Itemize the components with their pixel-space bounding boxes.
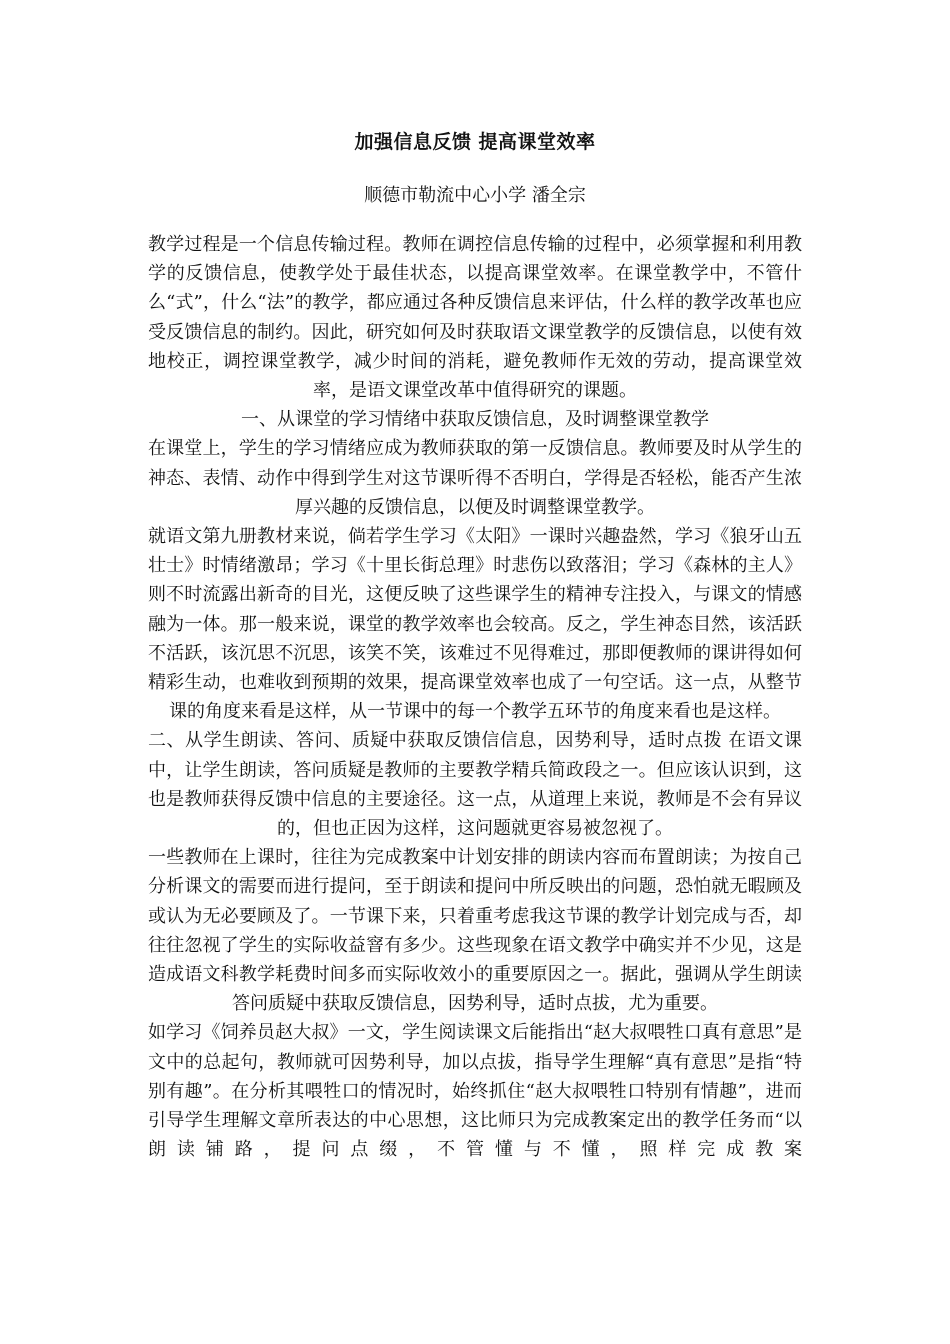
paragraph-section-2-c: 如学习《饲养员赵大叔》一文，学生阅读课文后能指出“赵大叔喂牲口真有意思”是文中的总起句，教师就可因势利导，加以点拔，指导学生理解“真有意思”是指“特别有趣”。在分析其喂牲口的情况时，始终抓住“赵大叔喂牲口特别有情趣”，进而引导学生理解文章所表达的中心思想，这比师只为完成教案定出的教学任务而“以朗读铺路，提问点缀，不管懂与不懂，照样完成教案 — [148, 1022, 802, 1161]
document-page — [148, 128, 802, 1165]
paragraph-section-1-b: 就语文第九册教材来说，倘若学生学习《太阳》一课时兴趣盎然，学习《狼牙山五壮士》时情绪激昂；学习《十里长街总理》时悲伤以致落泪；学习《森林的主人》则不时流露出新奇的目光，这便反映了这些课学生的精神专注投入，与课文的情感融为一体。那一般来说，课堂的教学效率也会较高。反之，学生神态目然，该活跃不活跃，该沉思不沉思，该笑不笑，该难过不见得难过，那即便教师的课讲得如何精彩生动，也难收到预期的效果，提高课堂效率也成了一句空话。这一点，从整节课的角度来看是这样，从一节课中的每一个教学五环节的角度来看也是这样。 — [148, 526, 802, 723]
document-author: 顺德市勒流中心小学 潘全宗 — [364, 185, 586, 206]
paragraph-intro: 教学过程是一个信息传输过程。教师在调控信息传输的过程中，必须掌握和利用教学的反馈信息，使教学处于最佳状态，以提高课堂效率。在课堂教学中，不管什么“式”，什么“法”的教学，都应通过各种反馈信息来评估，什么样的教学改革也应受反馈信息的制约。因此，研究如何及时获取语文课堂教学的反馈信息，以使有效地校正，调控课堂教学，减少时间的消耗，避免教师作无效的劳动，提高课堂效率，是语文课堂改革中值得研究的课题。 — [148, 234, 802, 402]
paragraph-section-2-a: 二、从学生朗读、答问、质疑中获取反馈信信息，因势利导，适时点拨 在语文课中，让学生朗读，答问质疑是教师的主要教学精兵简政段之一。但应该认识到，这也是教师获得反馈中信息的主要途径。这一点，从道理上来说，教师是不会有异议的，但也正因为这样，这问题就更容易被忽视了。 — [148, 730, 802, 840]
document-title: 加强信息反馈 提高课堂效率 — [354, 131, 596, 153]
paragraph-section-2-b: 一些教师在上课时，往往为完成教案中计划安排的朗读内容而布置朗读；为按自己分析课文的需要而进行提问，至于朗读和提问中所反映出的问题，恐怕就无暇顾及或认为无必要顾及了。一节课下来，只着重考虑我这节课的教学计划完成与否，却往往忽视了学生的实际收益窨有多少。这些现象在语文教学中确实并不少见，这是造成语文科教学耗费时间多而实际收效小的重要原因之一。据此，强调从学生朗读答问质疑中获取反馈信息，因势利导，适时点拔，尤为重要。 — [148, 847, 802, 1015]
section-heading-1: 一、从课堂的学习情绪中获取反馈信息，及时调整课堂教学 — [241, 409, 709, 431]
paragraph-section-1-a: 在课堂上，学生的学习情绪应成为教师获取的第一反馈信息。教师要及时从学生的神态、表情、动作中得到学生对这节课听得不否明白，学得是否轻松，能否产生浓厚兴趣的反馈信息，以便及时调整课堂教学。 — [148, 438, 802, 518]
